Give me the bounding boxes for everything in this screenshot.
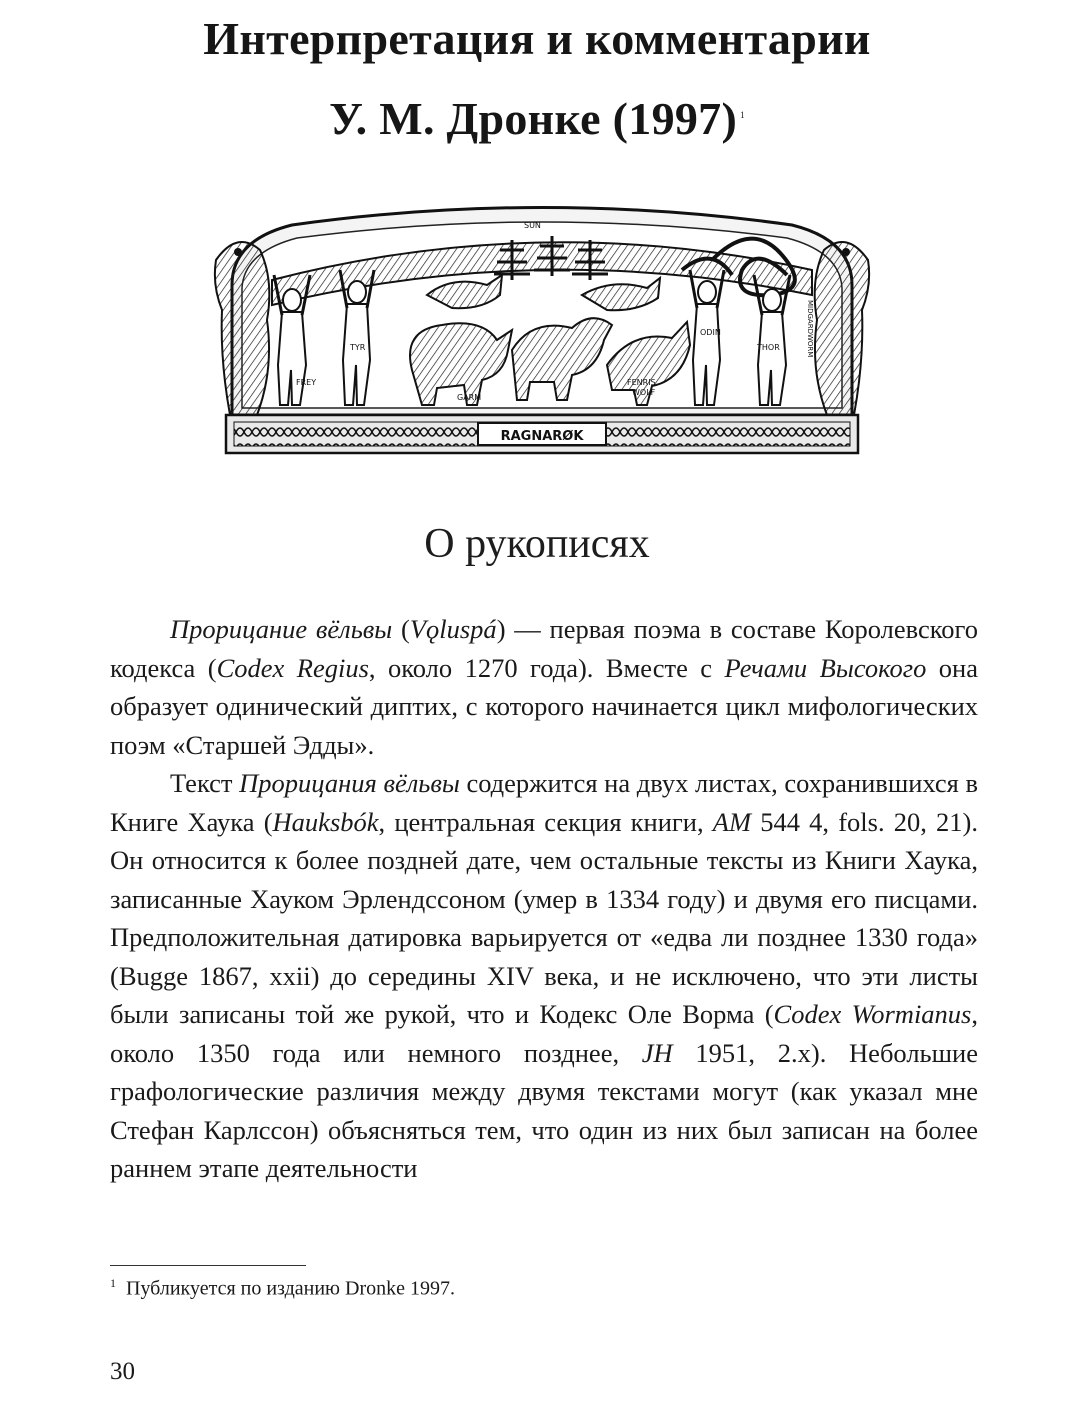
italic-text: Прорицания вёльвы xyxy=(239,768,460,798)
paragraph xyxy=(110,610,978,764)
text-run: ) — первая поэма в составе Королевского кодекса ( xyxy=(110,614,978,683)
italic-text: Речами Высокого xyxy=(724,652,927,683)
text-run: , около 1350 года или немного позднее, xyxy=(110,999,978,1068)
page-number: 30 xyxy=(110,1358,135,1385)
text-run: 1951, 2.x). Небольшие графологические различия между двумя текстами могут (как указал мне Стефан Карлссон) объясняться тем, что один из них был записан на более раннем этапе деятельности xyxy=(110,1037,978,1183)
paragraph xyxy=(110,764,978,1188)
serpent-label: MIDGARDWORM xyxy=(806,300,814,358)
tyr-label: TYR xyxy=(350,343,366,352)
italic-text: Codex Wormianus xyxy=(773,999,972,1029)
sun-label: SUN xyxy=(524,221,541,230)
ragnarok-carving-illustration xyxy=(212,200,872,456)
text-run: , центральная секция книги, xyxy=(378,806,713,837)
italic-text: Vǫluspá xyxy=(409,614,497,644)
chapter-title-line-1: Интерпретация и комментарии xyxy=(203,13,871,64)
frey-label: FREY xyxy=(296,378,317,387)
wolf-label: WOLF xyxy=(632,388,656,397)
body-text xyxy=(110,610,978,1188)
footnote-text: Публикуется по изданию Dronke 1997. xyxy=(126,1277,455,1300)
italic-text: JH xyxy=(641,1037,673,1068)
italic-text: Прорицание вёльвы xyxy=(170,614,393,644)
odin-label: ODIN xyxy=(700,328,721,337)
footnote xyxy=(110,1276,455,1301)
section-heading: О рукописях xyxy=(424,521,650,567)
footnote-divider xyxy=(110,1265,306,1266)
text-run: Текст xyxy=(170,768,240,798)
fenris-label: FENRIS xyxy=(627,378,656,387)
thor-label: THOR xyxy=(757,343,780,352)
text-run: ( xyxy=(392,614,410,644)
ragnarok-banner-label: RAGNARØK xyxy=(500,429,584,444)
text-run: она образует одинический диптих, с которого начинается цикл мифологических поэм «Старшей Эдды». xyxy=(110,652,978,760)
chapter-title-text: У. М. Дронке (1997) xyxy=(329,93,738,144)
italic-text: Hauksbók xyxy=(272,806,379,837)
garm-label: GARM xyxy=(457,393,482,402)
italic-text: Codex Regius xyxy=(216,652,369,683)
text-run: , около 1270 года). Вместе с xyxy=(368,652,725,683)
text-run: 544 4, fols. 20, 21). Он относится к более поздней дате, чем остальные тексты из Книги Хаука, записанные Хауком Эрлендссоном (умер в 1334 году) и двумя его писцами. Предположительная датировка варьируется от «едва ли позднее 1330 года» (Bugge 1867, xxii) до середины XIV века, и не исключено, что эти листы были записаны той же рукой, что и Кодекс Оле Ворма ( xyxy=(110,806,979,1029)
chapter-title-line-2 xyxy=(0,92,1074,145)
footnote-reference[interactable]: 1 xyxy=(740,110,745,120)
italic-text: AM xyxy=(712,806,752,837)
text-run: содержится на двух листах, сохранившихся в Книге Хаука ( xyxy=(110,768,978,837)
footnote-mark: 1 xyxy=(110,1276,116,1290)
